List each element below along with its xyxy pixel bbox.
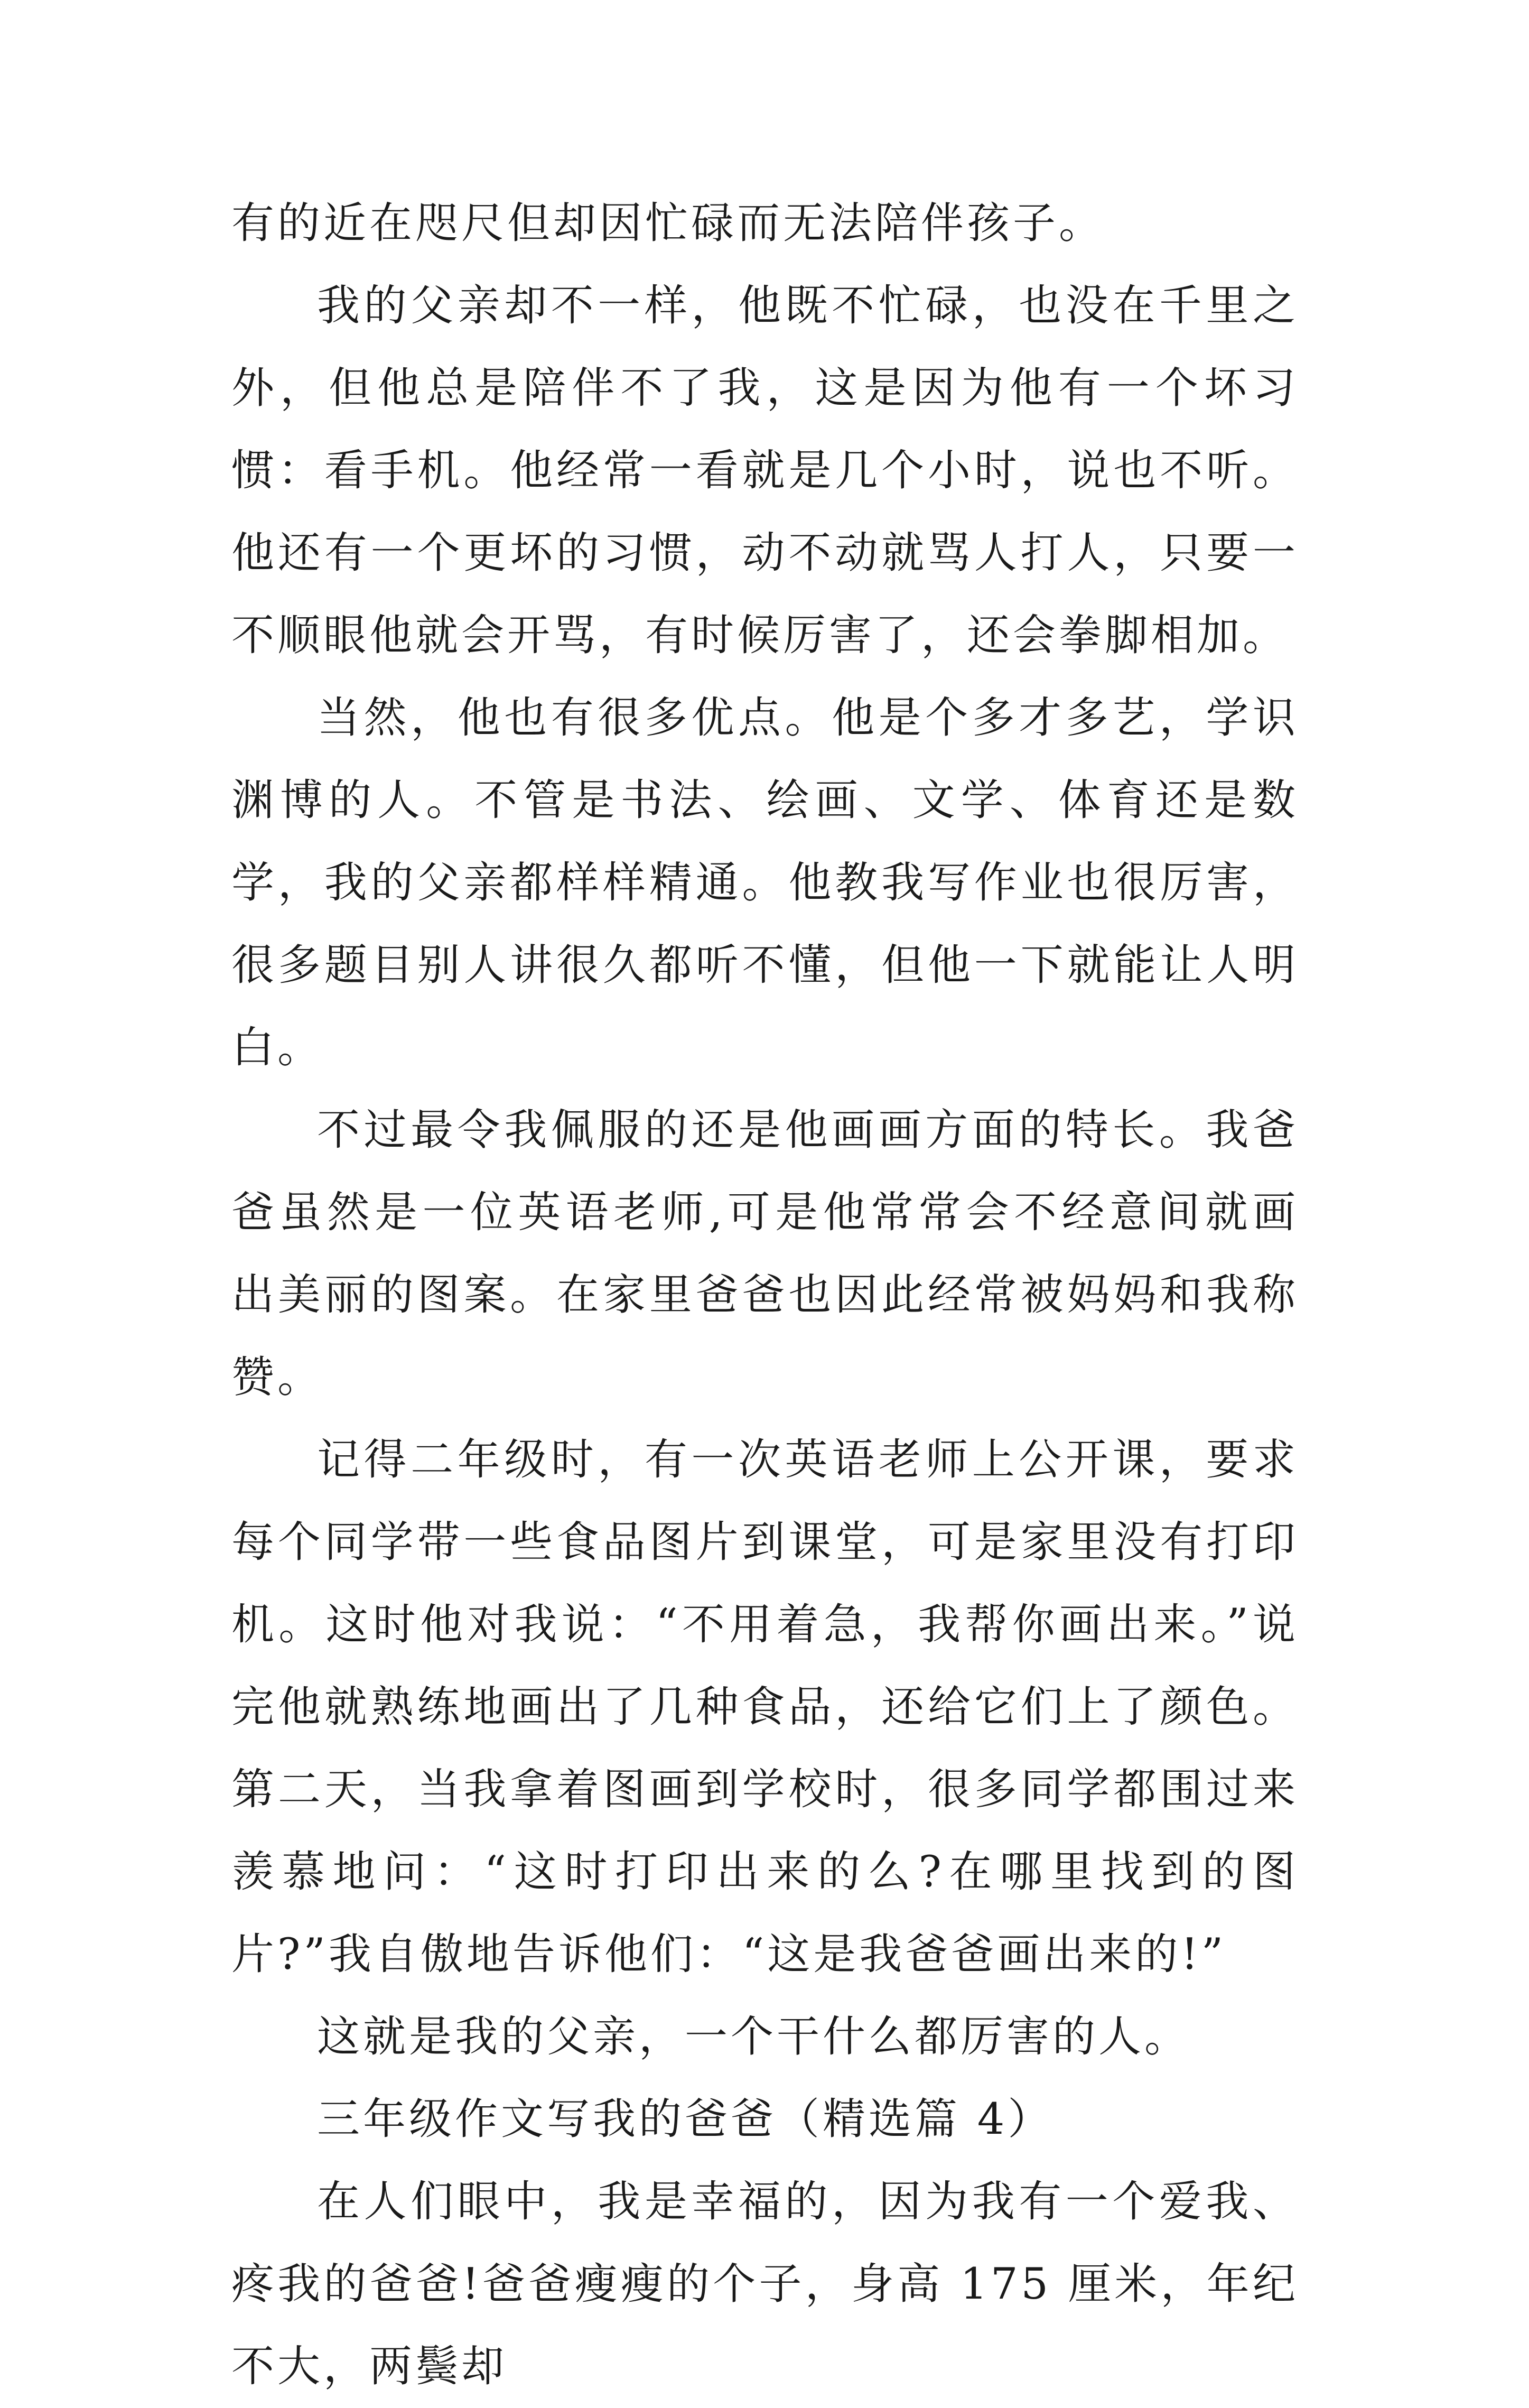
document-body xyxy=(231,182,1299,2408)
paragraph: 这就是我的父亲，一个干什么都厉害的人。 xyxy=(317,2012,1191,2062)
section-heading: 三年级作文写我的爸爸（精选篇 4） xyxy=(317,2095,1054,2144)
paragraph: 在人们眼中，我是幸福的，因为我有一个爱我、疼我的爸爸!爸爸瘦瘦的个子，身高 175 厘米，年纪不大，两鬓却 xyxy=(231,2177,1299,2392)
paragraph-continued: 有的近在咫尺但却因忙碌而无法陪伴孩子。 xyxy=(231,199,1105,248)
paragraph: 我的父亲却不一样，他既不忙碌，也没在千里之外，但他总是陪伴不了我，这是因为他有一个坏习惯：看手机。他经常一看就是几个小时，说也不听。他还有一个更坏的习惯，动不动就骂人打人，只要一不顺眼他就会开骂，有时候厉害了，还会拳脚相加。 xyxy=(231,281,1299,661)
paragraph: 当然，他也有很多优点。他是个多才多艺，学识渊博的人。不管是书法、绘画、文学、体育还是数学，我的父亲都样样精通。他教我写作业也很厉害，很多题目别人讲很久都听不懂，但他一下就能让人明白。 xyxy=(231,693,1299,1073)
paragraph: 不过最令我佩服的还是他画画方面的特长。我爸爸虽然是一位英语老师,可是他常常会不经意间就画出美丽的图案。在家里爸爸也因此经常被妈妈和我称赞。 xyxy=(231,1105,1299,1402)
paragraph: 记得二年级时，有一次英语老师上公开课，要求每个同学带一些食品图片到课堂，可是家里没有打印机。这时他对我说：“不用着急，我帮你画出来。”说完他就熟练地画出了几种食品，还给它们上了颜色。第二天，当我拿着图画到学校时，很多同学都围过来羡慕地问：“这时打印出来的么?在哪里找到的图片?”我自傲地告诉他们：“这是我爸爸画出来的!” xyxy=(231,1435,1299,1979)
